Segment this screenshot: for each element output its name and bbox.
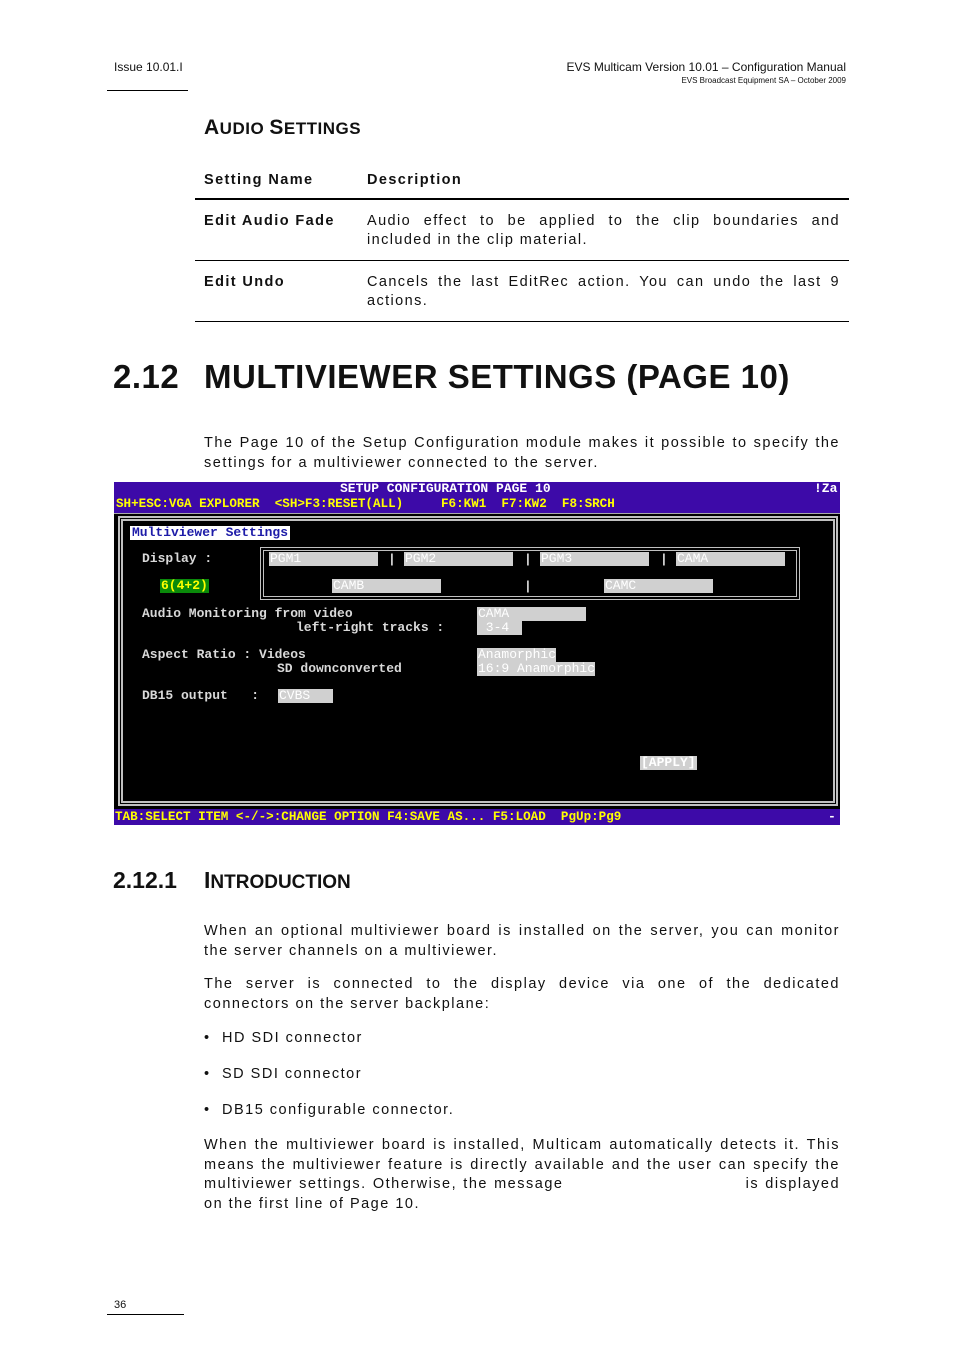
apply-button[interactable]: [APPLY] [641,755,696,770]
list-item: • SD SDI connector [204,1066,363,1082]
bullet-icon: • [204,1066,211,1082]
separator: | [524,552,532,567]
audio-settings-title: AUDIO SETTINGS [204,116,362,139]
db15-label: DB15 output : [142,688,260,703]
title-right: !Za [814,481,838,496]
subsection-number: 2.12.1 [113,867,177,893]
separator: | [524,579,532,594]
audio-video-field[interactable]: CAMA [477,607,586,621]
issue-label: Issue 10.01.I [114,60,183,74]
bullet-icon: • [204,1102,211,1118]
shortcut-text: SH+ESC:VGA EXPLORER <SH>F3:RESET(ALL) F6:KW1 F7:KW2 F8:SRCH [116,497,615,511]
col-setting-name: Setting Name [195,168,358,199]
table-row [195,261,849,322]
connector-list [204,1030,454,1138]
setting-name: Edit Audio Fade [195,199,358,261]
field-pgm3[interactable]: PGM3 [540,552,649,566]
field-camb[interactable]: CAMB [332,579,441,593]
section-title: MULTIVIEWER SETTINGS (PAGE 10) [204,358,790,395]
screen-title: SETUP CONFIGURATION PAGE 10 [340,481,551,496]
aspect-videos-field[interactable]: Anamorphic [478,647,557,662]
setting-name: Edit Undo [195,261,358,322]
table-header-row [195,168,849,199]
manual-subtitle: EVS Broadcast Equipment SA – October 2009 [681,76,846,85]
display-value[interactable]: 6(4+2) [161,578,208,593]
separator: | [388,552,396,567]
header-rule [107,90,188,91]
section-intro: The Page 10 of the Setup Configuration module makes it possible to specify the settings for a multiviewer connected to the server. [204,435,840,471]
aspect-sd-field[interactable]: 16:9 Anamorphic [478,661,596,676]
field-pgm1[interactable]: PGM1 [269,552,378,566]
db15-field[interactable]: CVBS [278,689,333,703]
field-pgm2[interactable]: PGM2 [404,552,513,566]
subsection-title: NTRODUCTION [210,872,351,893]
subsection-heading: 2.12.1 INTRODUCTION [113,867,351,893]
aspect-label: Aspect Ratio : Videos [142,647,306,662]
field-camc[interactable]: CAMC [604,579,713,593]
separator: | [660,552,668,567]
display-label: Display : [142,551,213,566]
audio-tracks-field[interactable]: 3-4 [477,621,522,635]
manual-title: EVS Multicam Version 10.01 – Configuration Manual [566,60,846,74]
col-description: Description [358,168,849,199]
aspect-label-2: SD downconverted [277,661,402,676]
setup-config-screen [114,482,840,825]
list-item: • DB15 configurable connector. [204,1102,455,1118]
audio-label-2: left-right tracks : [296,620,445,635]
help-bar [114,809,840,825]
page-number: 36 [114,1299,127,1311]
field-cama[interactable]: CAMA [676,552,785,566]
panel-title: Multiviewer Settings [132,525,289,540]
table-row [195,199,849,261]
setting-description: Cancels the last EditRec action. You can undo the last 9 actions. [358,261,849,322]
help-text: TAB:SELECT ITEM <-/->:CHANGE OPTION F4:SAVE AS... F5:LOAD PgUp:Pg9 [115,810,622,824]
title-bar [114,482,840,496]
intro-paragraph-3: When the multiviewer board is installed, Multicam automatically detects it. This means the multiviewer feature is directly available and the user can specify the multiviewer settings. Otherwise, the message is displayed on the first line of Page 10. [204,1137,841,1212]
list-item: • HD SDI connector [204,1030,363,1046]
section-heading [113,358,790,396]
section-number: 2.12 [113,358,180,395]
intro-paragraph-2: The server is connected to the display device via one of the dedicated connectors on the server backplane: [204,976,840,1012]
setting-description: Audio effect to be applied to the clip boundaries and included in the clip material. [358,199,849,261]
footer-rule [107,1314,184,1315]
audio-settings-table [195,168,849,322]
header-right [567,60,847,85]
bullet-icon: • [204,1030,211,1046]
help-right: - [828,809,836,824]
shortcut-bar [114,496,840,514]
audio-label: Audio Monitoring from video [142,606,353,621]
intro-paragraph-1: When an optional multiviewer board is installed on the server, you can monitor the server channels on a multiviewer. [204,923,840,959]
